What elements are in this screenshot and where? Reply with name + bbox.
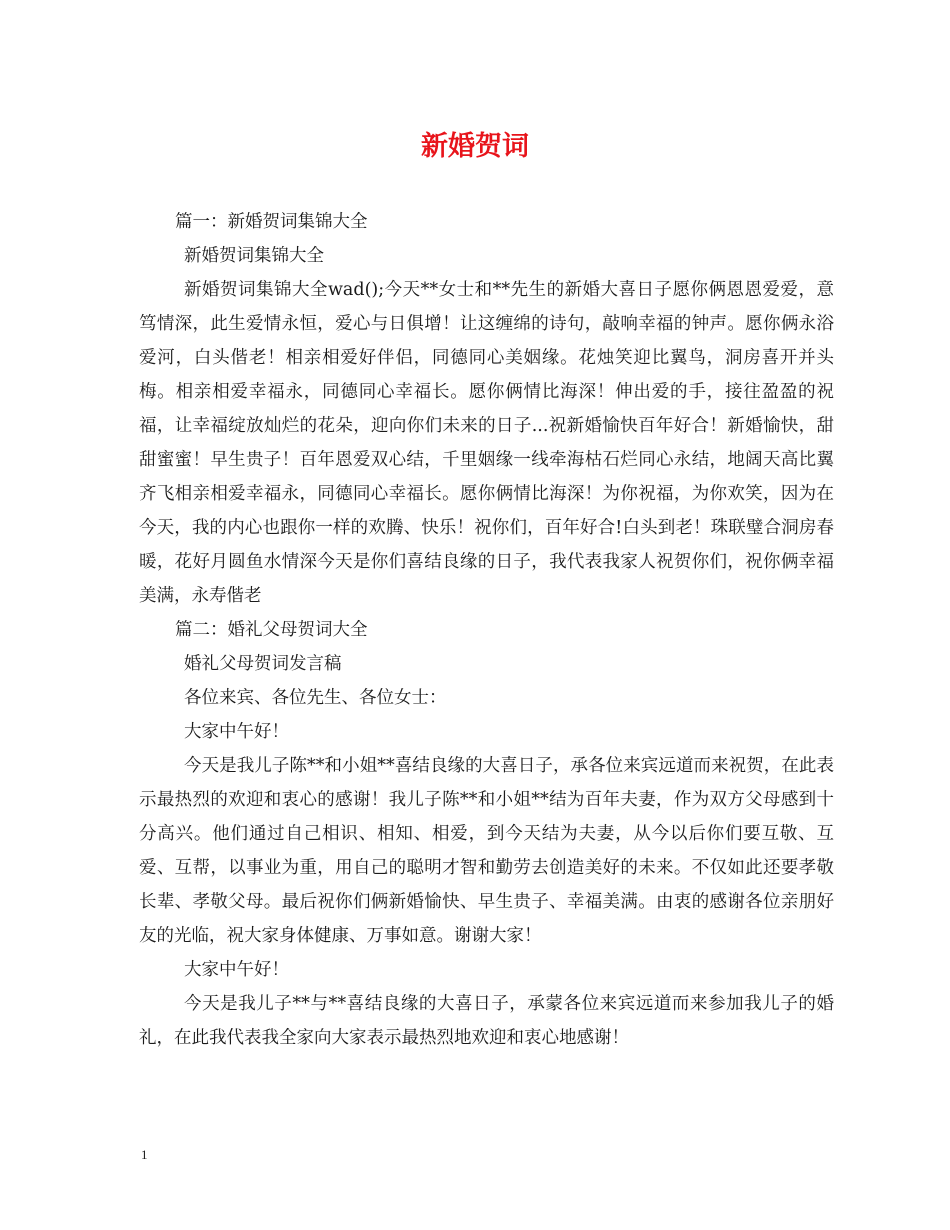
page-number: 1 [141, 1147, 148, 1162]
subheading-1: 新婚贺词集锦大全 [184, 246, 324, 266]
section-heading-2: 篇二：婚礼父母贺词大全 [175, 620, 368, 640]
body-paragraph-1: 新婚贺词集锦大全wad();今天**女士和**先生的新婚大喜日子愿你俩恩恩爱爱，意笃情深，此生爱情永恒，爱心与日俱增！让这缠绵的诗句，敲响幸福的钟声。愿你俩永浴爱河，白头偕老！相亲相爱好伴侣，同德同心美姻缘。花烛笑迎比翼鸟，洞房喜开并头梅。相亲相爱幸福永，同德同心幸福长。愿你俩情比海深！伸出爱的手，接往盈盈的祝福，让幸福绽放灿烂的花朵，迎向你们未来的日子...祝新婚愉快百年好合！新婚愉快，甜甜蜜蜜！早生贵子！百年恩爱双心结，千里姻缘一线牵海枯石烂同心永结，地阔天高比翼齐飞相亲相爱幸福永，同德同心幸福长。愿你俩情比海深！为你祝福，为你欢笑，因为在今天，我的内心也跟你一样的欢腾、快乐！祝你们，百年好合!白头到老！珠联璧合洞房春暖，花好月圆鱼水情深今天是你们喜结良缘的日子，我代表我家人祝贺你们，祝你俩幸福美满，永寿偕老 [139, 280, 834, 606]
subheading-2: 婚礼父母贺词发言稿 [184, 654, 342, 674]
salutation: 各位来宾、各位先生、各位女士： [184, 688, 447, 708]
document-title: 新婚贺词 [421, 131, 529, 162]
greeting-1: 大家中午好！ [184, 722, 289, 742]
greeting-2: 大家中午好！ [184, 960, 289, 980]
body-paragraph-3: 今天是我儿子**与**喜结良缘的大喜日子，承蒙各位来宾远道而来参加我儿子的婚礼，在此我代表我全家向大家表示最热烈地欢迎和衷心地感谢！ [139, 994, 834, 1048]
document-body [139, 205, 834, 1055]
body-paragraph-2: 今天是我儿子陈**和小姐**喜结良缘的大喜日子，承各位来宾远道而来祝贺，在此表示最热烈的欢迎和衷心的感谢！我儿子陈**和小姐**结为百年夫妻，作为双方父母感到十分高兴。他们通过自己相识、相知、相爱，到今天结为夫妻，从今以后你们要互敬、互爱、互帮，以事业为重，用自己的聪明才智和勤劳去创造美好的未来。不仅如此还要孝敬长辈、孝敬父母。最后祝你们俩新婚愉快、早生贵子、幸福美满。由衷的感谢各位亲朋好友的光临，祝大家身体健康、万事如意。谢谢大家！ [139, 756, 834, 946]
section-heading-1: 篇一：新婚贺词集锦大全 [175, 212, 368, 232]
